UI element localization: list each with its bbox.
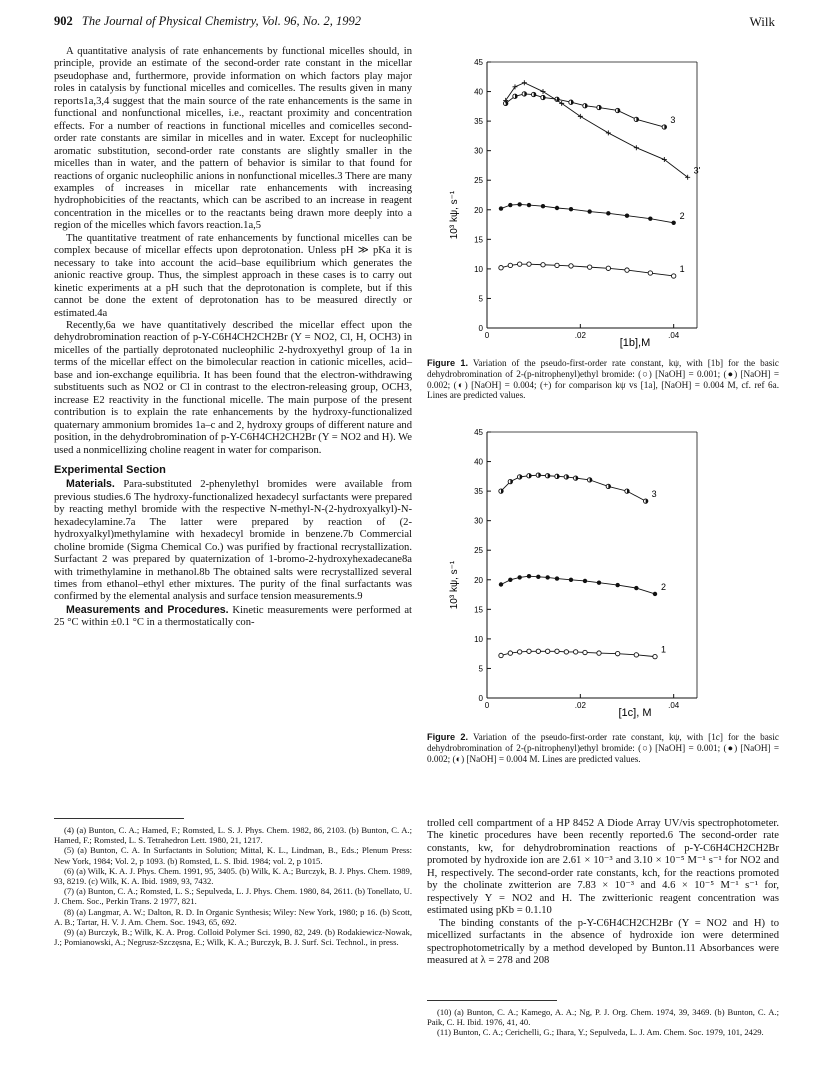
y-tick-label: 35	[474, 117, 483, 127]
series-line-2	[501, 576, 655, 594]
data-point	[634, 653, 638, 657]
series-label: 1	[661, 644, 667, 655]
right-column-text	[427, 818, 779, 967]
reference: (8) (a) Langmar, A. W.; Dalton, R. D. In Organic Synthesis; Wiley: New York, 1980; p 16. (b) Scott, A. B.; Tartar, H. V. J. Am. Chem. Soc. 1943, 65, 692.	[54, 906, 412, 927]
paragraph	[54, 604, 412, 630]
data-point	[541, 204, 545, 208]
data-point	[555, 206, 559, 210]
data-point	[615, 651, 619, 655]
data-point	[653, 654, 657, 658]
data-point	[648, 216, 652, 220]
x-tick-label: .04	[668, 701, 680, 710]
data-point	[536, 649, 540, 653]
figure-1	[427, 52, 779, 352]
data-point	[587, 265, 591, 269]
y-axis-label: 10³ kψ, s⁻¹	[449, 190, 460, 240]
figure-label: Figure 2.	[427, 732, 469, 742]
data-point	[606, 211, 610, 215]
reference: (6) (a) Wilk, K. A. J. Phys. Chem. 1991, 95, 3405. (b) Wilk, K. A.; Burczyk, B. J. Phys. Chem. 1989, 93, 8219. (c) Wilk, K. A. Ibid. 1989, 93, 7432.	[54, 865, 412, 887]
series-label: 3'	[693, 165, 701, 176]
data-point	[527, 649, 531, 653]
data-point	[606, 130, 611, 135]
data-point	[545, 649, 549, 653]
caption-text: Variation of the pseudo-first-order rate constant, kψ, with [1b] for the basic dehydrobromination of 2-(p-nitrophenyl)ethyl bromide: (○) [NaOH] = 0.001; (●) [NaOH] = 0.002; (◐) [NaOH] = 0.004; (+) for comparison kψ vs [1a], [NaOH] = 0.004 M, cf. ref 6a. Lines are predicted values.	[427, 358, 779, 401]
y-tick-label: 5	[478, 664, 483, 674]
y-tick-label: 0	[478, 694, 483, 703]
series-line-3	[506, 94, 665, 127]
y-axis-label: 10³ kψ, s⁻¹	[449, 560, 460, 610]
plot-axes	[474, 428, 697, 710]
right-references	[427, 1000, 779, 1038]
data-point	[648, 271, 652, 275]
data-point	[555, 263, 559, 267]
x-tick-label: 0	[484, 331, 490, 340]
data-point	[508, 263, 512, 267]
data-point	[517, 650, 521, 654]
data-point	[587, 209, 591, 213]
data-point	[555, 576, 559, 580]
reference: (4) (a) Bunton, C. A.; Hamed, F.; Romsted, L. S. J. Phys. Chem. 1982, 86, 2103. (b) Bunton, C. A.; Hamed, F.; Romsted, L. S. Tetrahedron Lett. 1980, 21, 1217.	[54, 825, 412, 846]
data-point	[569, 264, 573, 268]
caption-text: Variation of the pseudo-first-order rate constant, kψ, with [1c] for the basic dehydrobromination of 2-(p-nitrophenyl)ethyl bromide: (○) [NaOH] = 0.001; (●) [NaOH] = 0.002; (◐) [NaOH] = 0.004 M. Lines are predicted values.	[427, 732, 779, 764]
y-tick-label: 30	[474, 146, 483, 156]
page-number: 902	[54, 14, 73, 28]
data-point	[527, 574, 531, 578]
page-header	[54, 14, 775, 34]
data-point	[517, 575, 521, 579]
y-tick-label: 45	[474, 58, 483, 67]
data-point	[615, 583, 619, 587]
data-point	[499, 582, 503, 586]
reference: (11) Bunton, C. A.; Cerichelli, G.; Ihara, Y.; Sepulveda, L. J. Am. Chem. Soc. 1979, 101, 2429.	[437, 1027, 764, 1038]
data-point	[625, 268, 629, 272]
y-tick-label: 45	[474, 428, 483, 437]
y-tick-label: 15	[474, 605, 483, 615]
y-tick-label: 30	[474, 516, 483, 526]
paragraph: Recently,6a we have quantitatively described the micellar effect upon the dehydrobromination reaction of p-Y-C6H4CH2CH2Br (Y = NO2, Cl, H, OCH3) in micelles of the partially deprotonated nucleophilic 2-hydroxyethyl group of 1a in terms of the micellar effect on the bimolecular reaction in cationic micelles, acid–base and ion-exchange equilibria. It has been found that the electron-withdrawing substituents such as NO2 or Cl in contrast to the electron-releasing group, OCH3, increase E2 reactivity in the functional micelle. The main purpose of the present contribution is to explain the rate enhancements by the hydroxy-functionalized quaternary ammonium bromides 1a–c and 2, hydroxy groups of different nature and position, in the dehydrobromination of p-Y-C6H4CH2CH2Br (Y = NO2 and H). We used a nonmicellizing choline reagent in water for comparison.	[54, 319, 412, 456]
left-column	[54, 46, 412, 630]
section-heading: Experimental Section	[54, 463, 166, 476]
footnote-rule	[54, 818, 184, 819]
paragraph: The quantitative treatment of rate enhancements by functional micelles can be complex because of micellar effects upon deprotonation. Unless pH ≫ pKa it is necessary to take into account the acid–base equilibrium which generates the anionic reactive group. Thus, the simplest approach in these cases is to carry out kinetic experiments at a pH such that the deprotonation is complete, but if this cannot be done the extent of deprotonation has to be measured directly or estimated.4a	[54, 232, 412, 319]
paragraph-text: Para-substituted 2-phenylethyl bromides were available from previous studies.6 The hydroxy-functionalized hexadecyl surfactants were prepared by reacting methyl bromide with the respective N-methyl-N-(2-hydroxyalkyl)-N-hexadecylamine.7a The latter were prepared by reaction of (2-hydroxyalkyl)methylamine with hexadecyl bromide in benzene.7b Commercial choline bromide (Sigma Chemical Co.) was purified by fractional recrystallization. Surfactant 2 was prepared by quaternization of 1-bromo-2-hydroxyhexadecane8a with trimethylamine in methanol.8b The obtained salts were recrystallized several times from ethanol–ethyl ether mixtures. The purity of the final surfactants was confirmed by the elemental analysis and surface tension measurements.9	[54, 479, 412, 603]
reference: (7) (a) Bunton, C. A.; Romsted, L. S.; Sepulveda, L. J. Phys. Chem. 1980, 84, 2611. (b) Tonellato, U. J. Chem. Soc., Perkin Trans. 2 1977, 821.	[54, 886, 412, 907]
series-label: 3	[670, 115, 676, 126]
figure-2-plot	[427, 422, 779, 722]
data-point	[555, 649, 559, 653]
reference: (9) (a) Burczyk, B.; Wilk, K. A. Prog. Colloid Polymer Sci. 1990, 82, 249. (b) Rodakiewicz-Nowak, J.; Pomianowski, A.; Negrusz-Szczęsna, E.; Wilk, K. A.; Burczyk, B. J. Surf. Sci. Technol., in press.	[54, 927, 412, 948]
data-point	[513, 84, 518, 89]
left-references	[54, 818, 412, 947]
paragraph-text: Kinetic measurements were performed at 25 °C within ±0.1 °C in a thermostatically con-	[54, 604, 412, 629]
reference: (10) (a) Bunton, C. A.; Kamego, A. A.; Ng, P. J. Org. Chem. 1974, 39, 3469. (b) Bunton, C. A.; Paik, C. H. Ibid. 1976, 41, 40.	[427, 1007, 779, 1028]
data-point	[671, 274, 675, 278]
series-label: 2	[661, 581, 667, 592]
data-point	[536, 575, 540, 579]
x-axis-label: [1c], M	[618, 707, 652, 719]
y-tick-label: 35	[474, 487, 483, 497]
figure-2	[427, 422, 779, 722]
journal-title: The Journal of Physical Chemistry, Vol. 96, No. 2, 1992	[81, 14, 362, 28]
paragraph	[54, 478, 412, 604]
data-point	[569, 578, 573, 582]
x-tick-label: .02	[574, 331, 586, 340]
data-point	[583, 650, 587, 654]
y-tick-label: 10	[474, 634, 483, 644]
y-tick-label: 25	[474, 176, 483, 186]
data-point	[522, 80, 527, 85]
footnote-rule	[427, 1000, 557, 1001]
data-point	[625, 213, 629, 217]
data-point	[499, 206, 503, 210]
data-point	[499, 266, 503, 270]
x-tick-label: .04	[668, 331, 680, 340]
y-tick-label: 15	[474, 235, 483, 245]
data-point	[499, 653, 503, 657]
data-point	[573, 650, 577, 654]
y-tick-label: 5	[478, 294, 483, 304]
data-point	[653, 592, 657, 596]
data-point	[527, 262, 531, 266]
data-point	[508, 651, 512, 655]
data-point	[517, 202, 521, 206]
running-author: Wilk	[749, 14, 775, 29]
data-point	[583, 579, 587, 583]
data-point	[545, 575, 549, 579]
data-point	[597, 651, 601, 655]
series-label: 2	[679, 210, 685, 221]
y-tick-label: 40	[474, 87, 483, 97]
figure-1-caption	[427, 358, 779, 401]
data-point	[508, 578, 512, 582]
y-tick-label: 25	[474, 546, 483, 556]
runin-heading: Materials.	[66, 478, 115, 491]
reference: (5) (a) Bunton, C. A. In Surfactants in Solution; Mittal, K. L., Lindman, B., Eds.; Plenum Press: New York, 1984; Vol. 2, p 1093. (b) Romsted, L. S. Ibid. 1984; vol. 2, p 1015.	[54, 845, 412, 866]
x-axis-label: [1b],M	[619, 337, 651, 349]
data-point	[541, 263, 545, 267]
data-point	[508, 203, 512, 207]
series-label: 3	[651, 489, 657, 500]
y-tick-label: 20	[474, 205, 483, 215]
data-point	[517, 262, 521, 266]
runin-heading: Measurements and Procedures.	[66, 603, 229, 616]
figure-2-caption	[427, 732, 779, 764]
data-point	[569, 207, 573, 211]
y-tick-label: 40	[474, 457, 483, 467]
data-point	[527, 203, 531, 207]
data-point	[671, 221, 675, 225]
series-line-2	[501, 204, 674, 222]
data-point	[634, 145, 639, 150]
x-tick-label: .02	[574, 701, 586, 710]
data-point	[634, 586, 638, 590]
y-tick-label: 10	[474, 264, 483, 274]
data-point	[541, 89, 546, 94]
paragraph: trolled cell compartment of a HP 8452 A Diode Array UV/vis spectrophotometer. The kinetic procedures have been recently reported.6 The second-order rate constants, kw, for dehydrobromination reactions of p-Y-C6H4CH2CH2Br promoted by hydroxide ion are 2.61 × 10⁻³ and 3.10 × 10⁻⁵ M⁻¹ s⁻¹ for NO2 and H, respectively. The second-order rate constants, kch, for the reactions promoted by the cholinate zwitterion are 7.83 × 10⁻³ and 4.6 × 10⁻⁵ M⁻¹ s⁻¹ for, respectively Y = NO2 and H. The zwitterionic reagent concentration was estimated using pKb = 0.1.10	[427, 818, 779, 917]
paragraph: The binding constants of the p-Y-C6H4CH2CH2Br (Y = NO2 and H) to micellized surfactants in the absence of hydroxide ion were determined spectrophotometrically by a method developed by Bunton.11 Absorbances were measured at λ = 278 and 208	[427, 917, 779, 966]
data-point	[606, 266, 610, 270]
y-tick-label: 0	[478, 324, 483, 333]
figure-label: Figure 1.	[427, 358, 469, 368]
x-tick-label: 0	[484, 701, 490, 710]
figure-1-plot	[427, 52, 779, 352]
y-tick-label: 20	[474, 575, 483, 585]
paragraph: A quantitative analysis of rate enhancements by functional micelles should, in principle, provide an estimate of the second-order rate constant in the micellar pseudophase and, furthermore, provide information on which factors play major roles in catalysis by functional micelles and comicelles. The results given in many reports1a,3,4 suggest that the main source of the rate enhancements is the same in functional and nonfunctional micelles, i.e., reactant proximity and concentration effects. For a number of reactions in functional micelles and comicelles second-order rate constants are similar in micelles and in water. Except for nucleophilic aromatic substitution, second-order rate constants are slightly smaller in the micelles than in water, and the pattern of behavior is similar to that found for reactions of organic nucleophilic anions in nonfunctional micelles.3 There are many examples of increases in micellar rate enhancements with increasing hydrophobicities of the reactants, which can be ascribed to an increase in reagent concentration in the micelles or to the reactants being drawn more deeply into a region of the micelles which favors reaction.1a,5	[54, 46, 412, 232]
series-label: 1	[679, 263, 685, 274]
data-point	[597, 581, 601, 585]
data-point	[564, 650, 568, 654]
